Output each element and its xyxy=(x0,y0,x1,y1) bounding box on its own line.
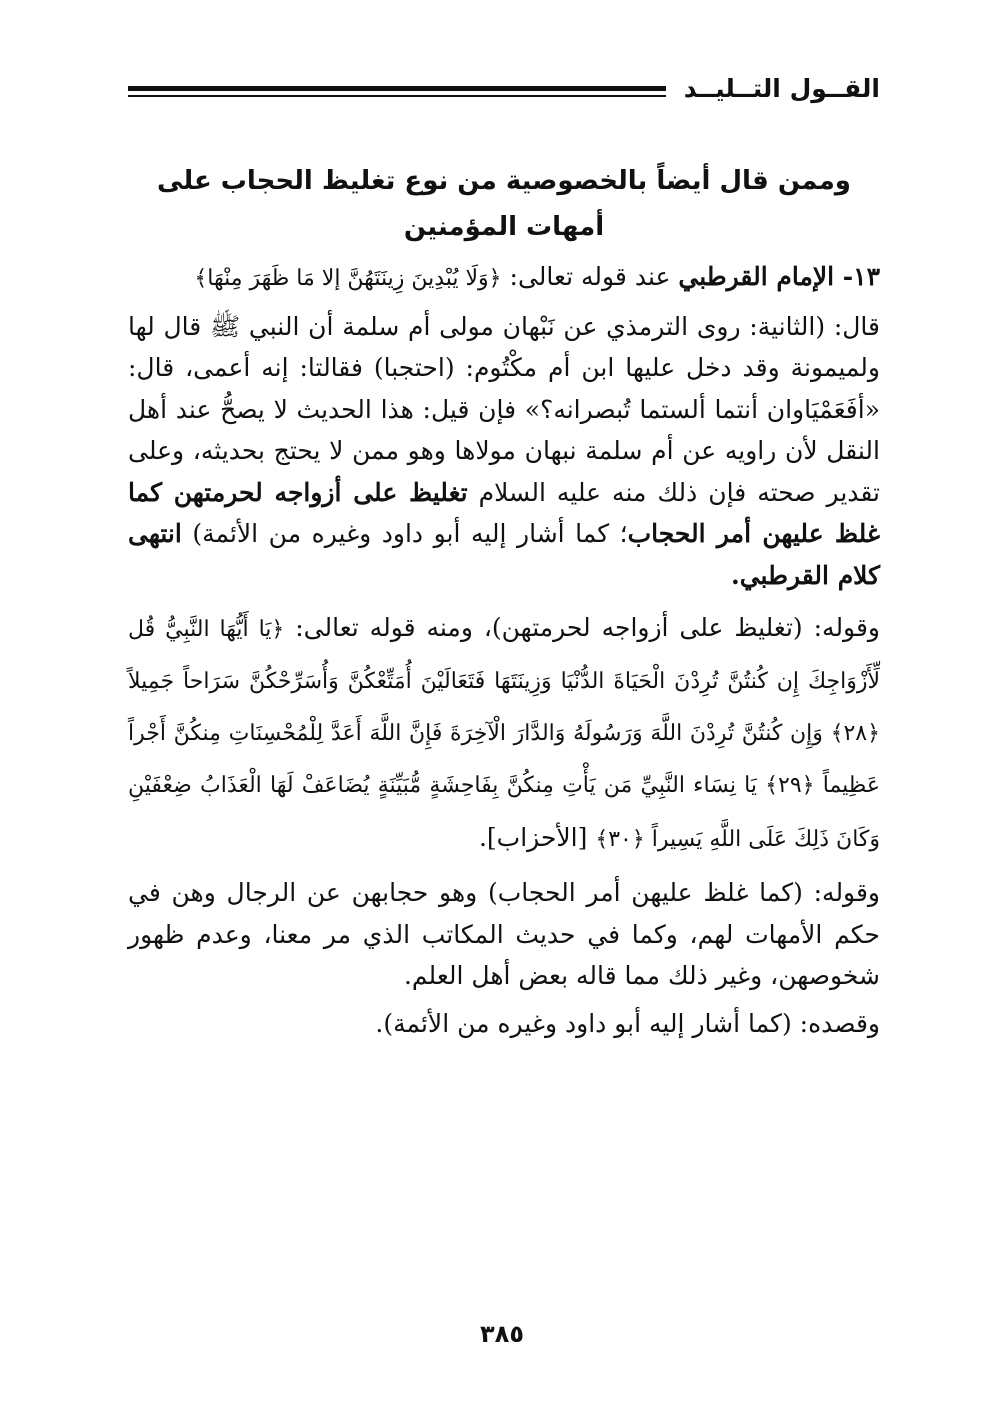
quote-bold-1: تغليظ على أزواجه لحرمتهن كما غلظ عليهن أمر الحجاب xyxy=(128,477,880,548)
header-rule-thin xyxy=(128,95,666,97)
paragraph-intent xyxy=(128,1003,880,1045)
header-title: القــول التــليــد xyxy=(683,73,880,103)
quran-verses: ﴿يَا أَيُّهَا النَّبِيُّ قُل لِّأَزْوَاجِكَ إِن كُنتُنَّ تُرِدْنَ الْحَيَاةَ الدُّنْيَا وَزِينَتَهَا فَتَعَالَيْنَ أُمَتِّعْكُنَّ وَأُسَرِّحْكُنَّ سَرَاحاً جَمِيلاً ﴿٢٨﴾ وَإِن كُنتُنَّ تُرِدْنَ اللَّهَ وَرَسُولَهُ وَالدَّارَ الْآخِرَةَ فَإِنَّ اللَّهَ أَعَدَّ لِلْمُحْسِنَاتِ مِنكُنَّ أَجْراً عَظِيماً ﴿٢٩﴾ يَا نِسَاء النَّبِيِّ مَن يَأْتِ مِنكُنَّ بِفَاحِشَةٍ مُّبَيِّنَةٍ يُضَاعَفْ لَهَا الْعَذَابُ ضِعْفَيْنِ وَكَانَ ذَلِكَ عَلَى اللَّهِ يَسِيراً ﴿٣٠﴾ xyxy=(128,617,881,852)
header-rule-thick xyxy=(128,86,666,91)
header-rule xyxy=(128,86,666,97)
page-number: ٣٨٥ xyxy=(480,1320,524,1348)
quran-ayah: ﴿وَلَا يُبْدِينَ زِينَتَهُنَّ إلا مَا ظَهَرَ مِنْهَا﴾ xyxy=(194,266,502,291)
section-heading-line1: وممن قال أيضاً بالخصوصية من نوع تغليظ الحجاب على xyxy=(157,166,851,196)
paragraph-qurtubi-quote xyxy=(128,306,880,597)
quote-text-1: قال: (الثانية: روى الترمذي عن نَبْهان مولى أم سلمة أن النبي ﷺ قال لها ولميمونة وقد دخل عليها ابن أم مكْتُوم: (احتجبا) فقالتا: إنه أعمى، قال: «أفَعَمْيَاوان أنتما ألستما تُبصرانه؟» فإن قيل: هذا الحديث لا يصحُّ عند أهل النقل لأن راويه عن أم سلمة نبهان مولاها وهو ممن لا يحتج بحديثه، وعلى تقدير صحته فإن ذلك منه عليه السلام xyxy=(128,311,881,507)
running-header xyxy=(128,68,880,108)
intent-text: وقصده: (كما أشار إليه أبو داود وغيره من الأئمة). xyxy=(375,1008,880,1038)
quote-text-2: ؛ كما أشار إليه أبو داود وغيره من الأئمة) xyxy=(181,519,628,548)
page-body xyxy=(128,158,880,1050)
scholar-name: الإمام القرطبي xyxy=(678,262,835,291)
intro-text: عند قوله تعالى: xyxy=(501,262,679,291)
paragraph-ahzab-verses xyxy=(128,602,880,866)
verses-intro: وقوله: (تغليظ على أزواجه لحرمتهن)، ومنه قوله تعالى: xyxy=(284,613,880,642)
paragraph-commentary xyxy=(128,872,880,997)
commentary-text: وقوله: (كما غلظ عليهن أمر الحجاب) وهو حجابهن عن الرجال وهن في حكم الأمهات لهم، وكما في حديث المكاتب الذي مر معنا، وعدم ظهور شخوصهن، وغير ذلك مما قاله بعض أهل العلم. xyxy=(128,878,880,990)
item-number: ١٣- xyxy=(834,262,880,291)
section-heading xyxy=(128,158,880,250)
paragraph-qurtubi-intro xyxy=(128,256,880,300)
quote-bold-2: انتهى كلام القرطبي. xyxy=(128,519,880,590)
surah-reference: [الأحزاب]. xyxy=(478,823,596,852)
section-heading-line2: أمهات المؤمنين xyxy=(403,212,605,242)
